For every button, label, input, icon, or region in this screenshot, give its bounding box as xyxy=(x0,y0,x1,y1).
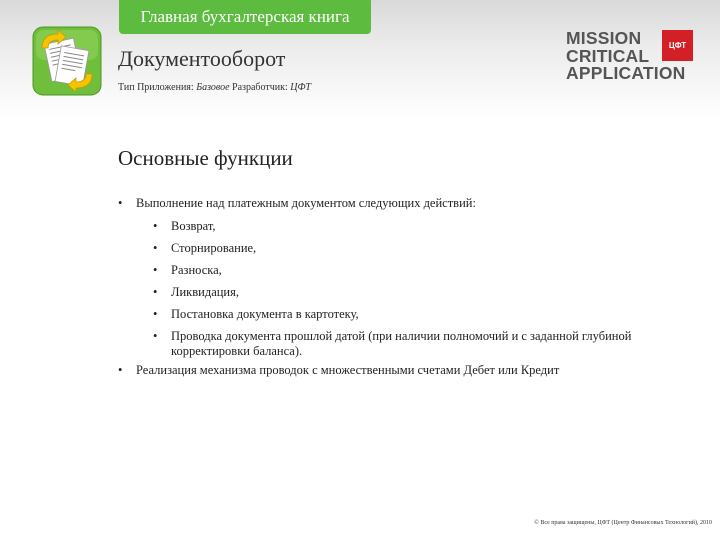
logo-line-1: MISSION xyxy=(566,28,642,48)
sub-list-item xyxy=(153,241,708,256)
cft-badge: ЦФТ xyxy=(662,30,693,61)
bullet-icon: • xyxy=(153,241,158,255)
logo-line-3: APPLICATION xyxy=(566,63,686,83)
sub-list-item-text: Разноска, xyxy=(171,263,222,277)
developer-label: Разработчик: xyxy=(232,82,288,93)
list-item-text: Реализация механизма проводок с множественными счетами Дебет или Кредит xyxy=(136,363,560,377)
sub-list-item-text: Возврат, xyxy=(171,219,216,233)
sub-list-item xyxy=(153,219,708,234)
sub-list-item-text: Ликвидация, xyxy=(171,285,239,299)
app-meta xyxy=(118,82,311,93)
mission-critical-logo xyxy=(566,30,696,85)
developer-value: ЦФТ xyxy=(290,82,311,93)
bullet-icon: • xyxy=(153,307,158,321)
bullet-icon: • xyxy=(153,285,158,299)
bullet-icon: • xyxy=(118,196,123,210)
copyright-footer: © Все права защищены, ЦФТ (Центр Финансовых Технологий), 2010 xyxy=(534,520,712,526)
bullet-icon: • xyxy=(118,363,123,377)
product-title: Документооборот xyxy=(118,46,286,71)
list-item xyxy=(118,196,708,211)
bullet-icon: • xyxy=(153,263,158,277)
sub-list-item-text: Постановка документа в картотеку, xyxy=(171,307,359,321)
bullet-icon: • xyxy=(153,329,158,343)
sub-list-item xyxy=(153,329,691,359)
functions-list xyxy=(118,196,708,378)
section-tab: Главная бухгалтерская книга xyxy=(119,0,371,34)
list-item-text: Выполнение над платежным документом следующих действий: xyxy=(136,196,476,210)
logo-line-2: CRITICAL xyxy=(566,45,650,66)
section-heading: Основные функции xyxy=(118,146,293,170)
documents-exchange-icon xyxy=(32,26,102,96)
sub-list-item xyxy=(153,263,708,278)
sub-list-item-text: Проводка документа прошлой датой (при наличии полномочий и с заданной глубиной корректировки баланса). xyxy=(171,329,632,358)
sub-list-item-text: Сторнирование, xyxy=(171,241,257,255)
sub-list-item xyxy=(153,285,708,300)
sub-list-item xyxy=(153,307,708,322)
app-type-label: Тип Приложения: xyxy=(118,82,194,93)
bullet-icon: • xyxy=(153,219,158,233)
app-type-value: Базовое xyxy=(196,82,230,93)
list-item xyxy=(118,363,708,378)
